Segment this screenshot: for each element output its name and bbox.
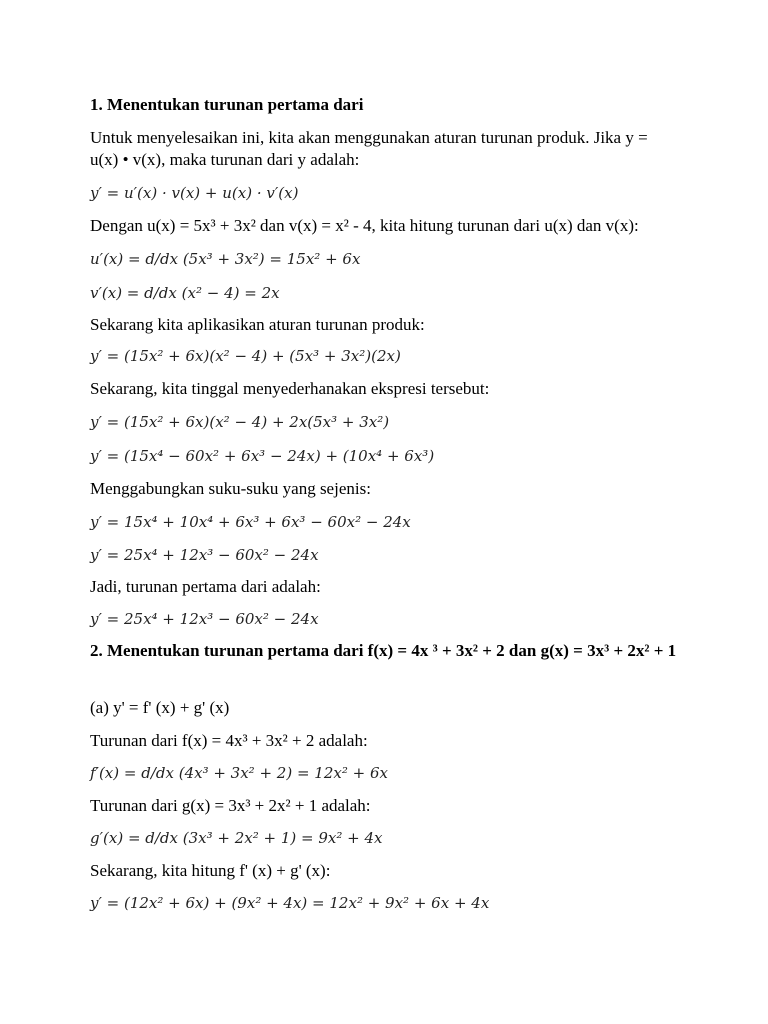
simplify-equation-2: y′ = (15x⁴ − 60x² + 6x³ − 24x) + (10x⁴ + 6x³) <box>90 447 435 465</box>
product-rule-equation: y′ = u′(x) · v(x) + u(x) · v′(x) <box>90 184 299 202</box>
given-functions-text: Dengan u(x) = 5x³ + 3x² dan v(x) = x² - 4, kita hitung turunan dari u(x) dan v(x): <box>90 216 639 235</box>
g-prime-equation: g′(x) = d/dx (3x³ + 2x² + 1) = 9x² + 4x <box>90 829 383 847</box>
apply-rule-text: Sekarang kita aplikasikan aturan turunan produk: <box>90 315 425 334</box>
sum-text: Sekarang, kita hitung f' (x) + g' (x): <box>90 861 331 880</box>
combine-equation-2: y′ = 25x⁴ + 12x³ − 60x² − 24x <box>90 546 319 564</box>
f-prime-equation: f′(x) = d/dx (4x³ + 3x² + 2) = 12x² + 6x <box>90 764 388 782</box>
combine-text: Menggabungkan suku-suku yang sejenis: <box>90 479 371 498</box>
v-prime-equation: v′(x) = d/dx (x² − 4) = 2x <box>90 284 280 302</box>
apply-rule-equation: y′ = (15x² + 6x)(x² − 4) + (5x³ + 3x²)(2x) <box>90 347 401 365</box>
section2-heading: 2. Menentukan turunan pertama dari f(x) = 4x ³ + 3x² + 2 dan g(x) = 3x³ + 2x² + 1 <box>90 641 677 660</box>
sum-equation: y′ = (12x² + 6x) + (9x² + 4x) = 12x² + 9x² + 6x + 4x <box>90 894 490 912</box>
simplify-text: Sekarang, kita tinggal menyederhanakan ekspresi tersebut: <box>90 379 490 398</box>
part-a-text: (a) y' = f' (x) + g' (x) <box>90 698 230 717</box>
simplify-equation-1: y′ = (15x² + 6x)(x² − 4) + 2x(5x³ + 3x²) <box>90 413 390 431</box>
section1-intro: Untuk menyelesaikan ini, kita akan menggunakan aturan turunan produk. Jika y = u(x) • v(x), maka turunan dari y adalah: <box>90 128 648 169</box>
f-derivative-text: Turunan dari f(x) = 4x³ + 3x² + 2 adalah: <box>90 731 368 750</box>
result-equation: y′ = 25x⁴ + 12x³ − 60x² − 24x <box>90 610 319 628</box>
combine-equation-1: y′ = 15x⁴ + 10x⁴ + 6x³ + 6x³ − 60x² − 24x <box>90 513 411 531</box>
section1-heading: 1. Menentukan turunan pertama dari <box>90 95 364 114</box>
g-derivative-text: Turunan dari g(x) = 3x³ + 2x² + 1 adalah: <box>90 796 371 815</box>
result-text: Jadi, turunan pertama dari adalah: <box>90 577 321 596</box>
u-prime-equation: u′(x) = d/dx (5x³ + 3x²) = 15x² + 6x <box>90 250 361 268</box>
